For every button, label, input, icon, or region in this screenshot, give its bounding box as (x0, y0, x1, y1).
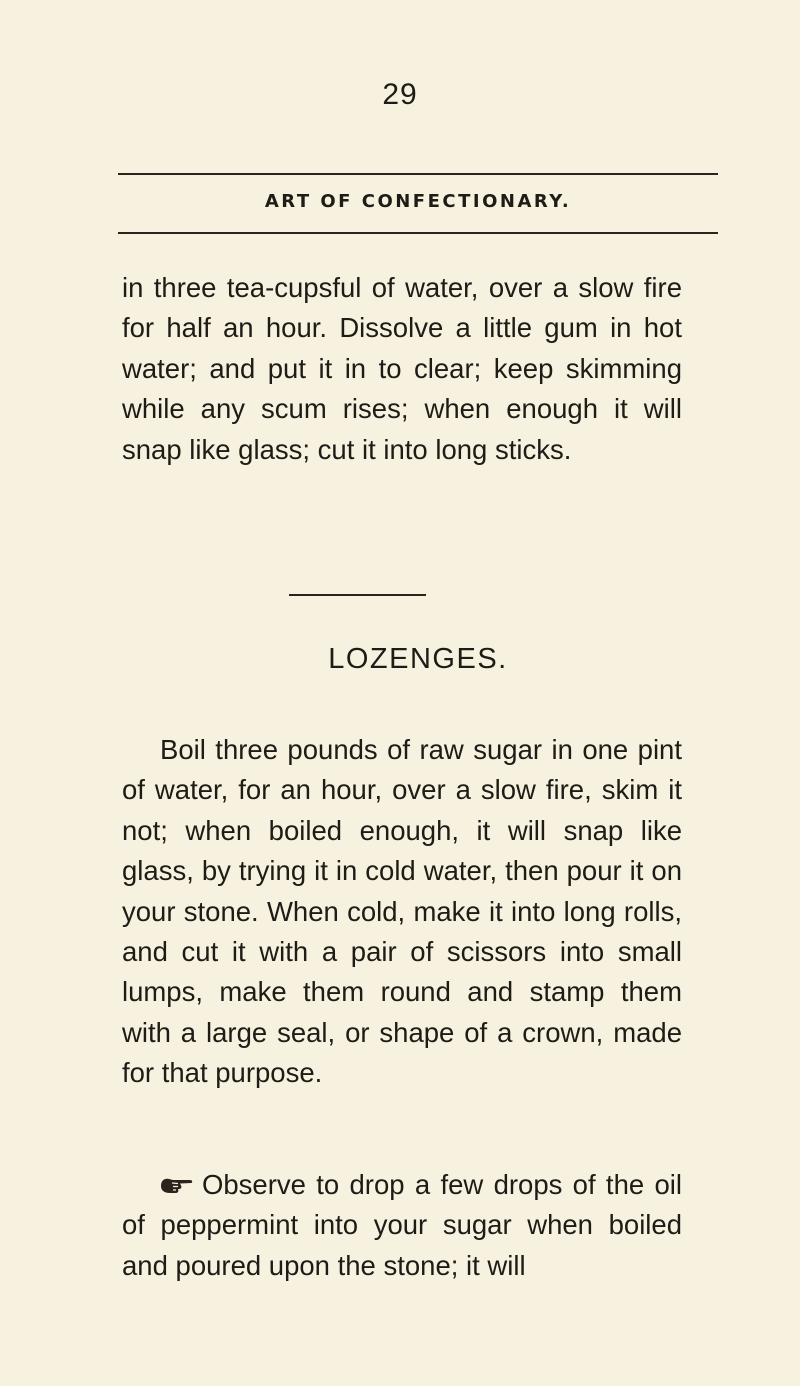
page-number: 29 (382, 78, 418, 111)
note-paragraph (122, 1165, 682, 1286)
paragraph-continued: in three tea-cupsful of water, over a slow fire for half an hour. Dissolve a little gum in hot water; and put it in to clear; keep skimming while any scum rises; when enough it will snap like glass; cut it into long sticks. (122, 272, 682, 465)
pointing-hand-icon (160, 1173, 194, 1197)
top-rule (118, 173, 718, 175)
lozenges-paragraph: Boil three pounds of raw sugar in one pint of water, for an hour, over a slow fire, skim it not; when boiled enough, it will snap like glass, by trying it in cold water, then pour it on your stone. When cold, make it into long rolls, and cut it with a pair of scissors into small lumps, make them round and stamp them with a large seal, or shape of a crown, made for that purpose. (122, 734, 682, 1089)
section-title: LOZENGES. (328, 643, 508, 675)
running-head: ART OF CONFECTIONARY. (264, 191, 572, 212)
note-text: Observe to drop a few drops of the oil of peppermint into your sugar when boiled and poured upon the stone; it will (122, 1169, 682, 1281)
header-rule (118, 232, 718, 234)
section-divider (289, 594, 426, 596)
